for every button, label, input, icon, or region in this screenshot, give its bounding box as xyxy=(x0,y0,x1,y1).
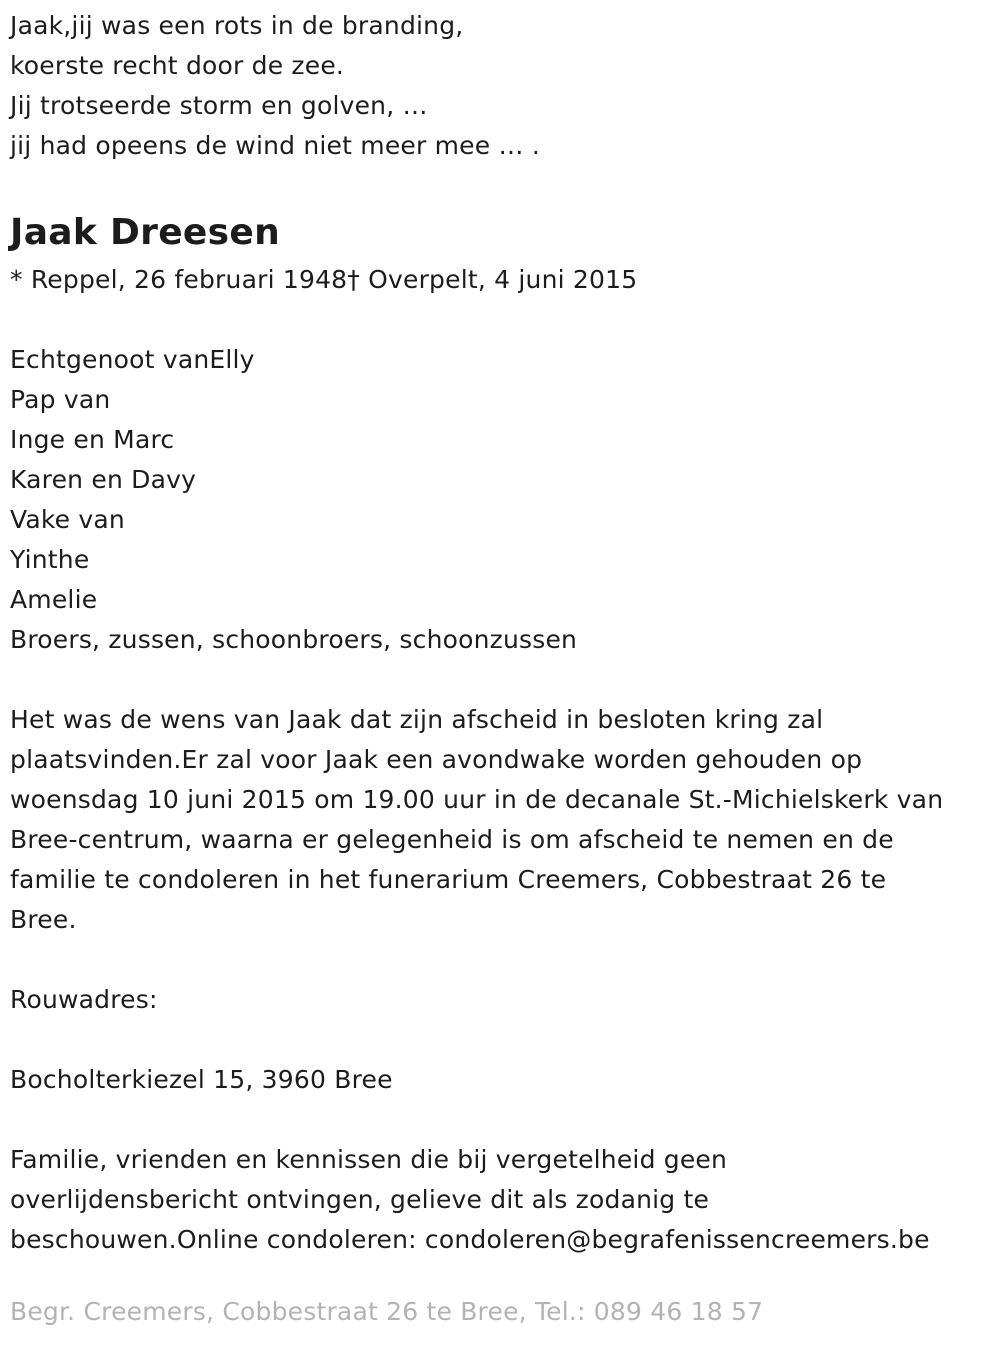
announcement-line: plaatsvinden.Er zal voor Jaak een avondwake worden gehouden op xyxy=(10,745,863,774)
announcement-line: familie te condoleren in het funerarium Creemers, Cobbestraat 26 te xyxy=(10,865,887,894)
family-line: Yinthe xyxy=(10,545,90,574)
family-line: Pap van xyxy=(10,385,111,414)
mourning-address: Bocholterkiezel 15, 3960 Bree xyxy=(10,1065,393,1094)
spacer xyxy=(10,1100,990,1140)
deceased-name: Jaak Dreesen xyxy=(10,212,280,253)
announcement-line: Bree. xyxy=(10,905,77,934)
family-list xyxy=(10,340,990,660)
announcement-line: Het was de wens van Jaak dat zijn afscheid in besloten kring zal xyxy=(10,705,824,734)
announcement-line: woensdag 10 juni 2015 om 19.00 uur in de decanale St.-Michielskerk van xyxy=(10,785,944,814)
poem-line: Jij trotseerde storm en golven, … xyxy=(10,91,428,120)
poem-line: koerste recht door de zee. xyxy=(10,51,345,80)
family-line: Broers, zussen, schoonbroers, schoonzussen xyxy=(10,625,578,654)
family-line: Amelie xyxy=(10,585,98,614)
closing-paragraph xyxy=(10,1140,990,1260)
announcement-paragraph xyxy=(10,700,990,940)
funeral-home-footer: Begr. Creemers, Cobbestraat 26 te Bree, Tel.: 089 46 18 57 xyxy=(10,1297,764,1326)
spacer xyxy=(10,1020,990,1060)
poem xyxy=(10,6,990,166)
poem-line: jij had opeens de wind niet meer mee … . xyxy=(10,131,540,160)
poem-line: Jaak,jij was een rots in de branding, xyxy=(10,11,464,40)
spacer xyxy=(10,660,990,700)
birth-death-dates: * Reppel, 26 februari 1948† Overpelt, 4 juni 2015 xyxy=(10,265,638,294)
family-line: Inge en Marc xyxy=(10,425,175,454)
mourning-address-label: Rouwadres: xyxy=(10,985,158,1014)
closing-line: overlijdensbericht ontvingen, gelieve dit als zodanig te xyxy=(10,1185,710,1214)
family-line: Vake van xyxy=(10,505,125,534)
family-line: Karen en Davy xyxy=(10,465,197,494)
obituary-notice xyxy=(10,6,990,1260)
announcement-line: Bree-centrum, waarna er gelegenheid is om afscheid te nemen en de xyxy=(10,825,894,854)
closing-line: Familie, vrienden en kennissen die bij vergetelheid geen xyxy=(10,1145,728,1174)
family-line: Echtgenoot vanElly xyxy=(10,345,255,374)
closing-line: beschouwen.Online condoleren: condoleren@begrafenissencreemers.be xyxy=(10,1225,930,1254)
spacer xyxy=(10,940,990,980)
